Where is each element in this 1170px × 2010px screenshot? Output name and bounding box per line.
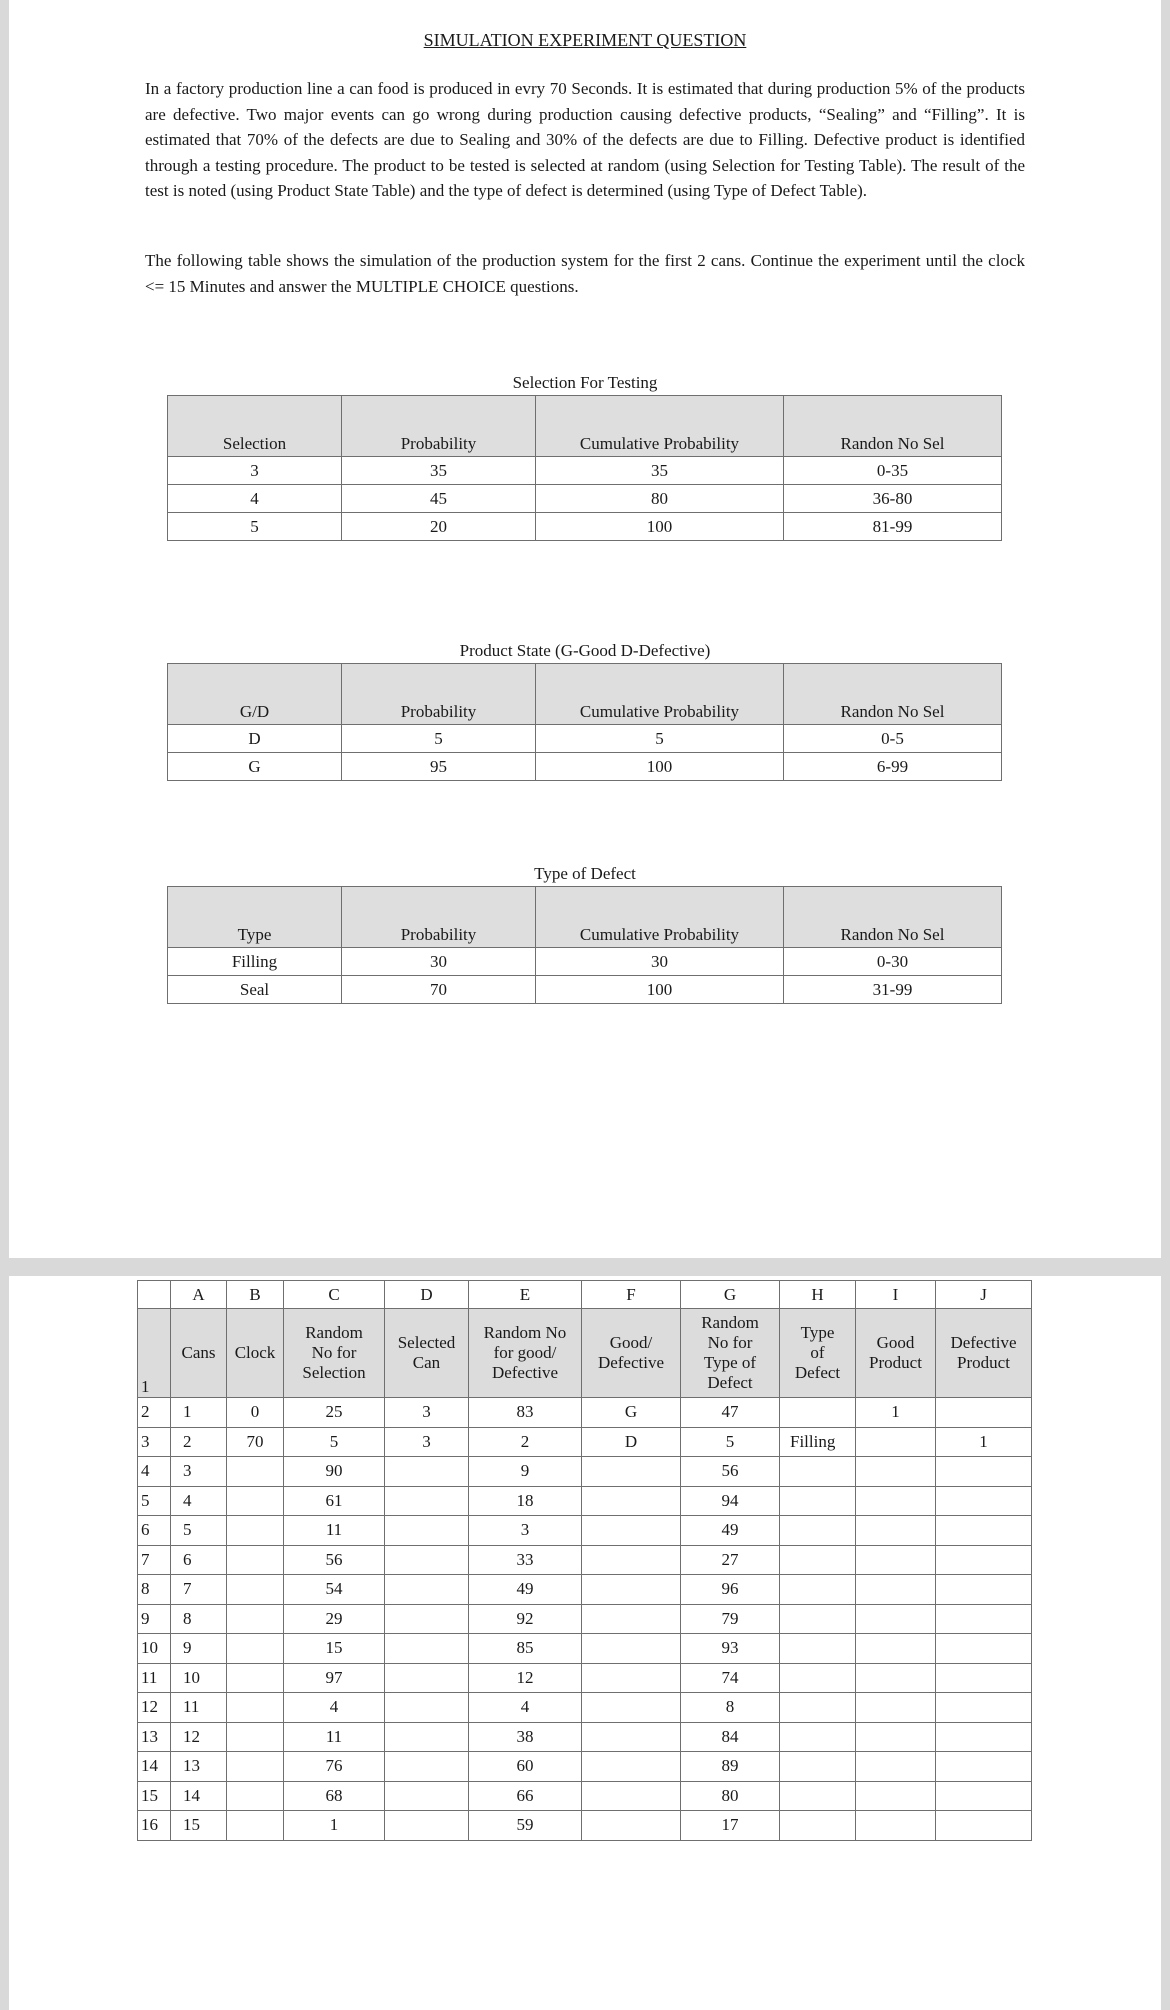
table-row xyxy=(138,1398,1032,1428)
table-cell xyxy=(227,1663,284,1693)
row-number: 12 xyxy=(138,1693,171,1723)
table-cell xyxy=(227,1781,284,1811)
page-2 xyxy=(9,1276,1161,2010)
table-cell xyxy=(936,1693,1032,1723)
table-cell: 14 xyxy=(171,1781,227,1811)
table-cell xyxy=(780,1486,856,1516)
table-cell: 84 xyxy=(681,1722,780,1752)
column-header xyxy=(780,1309,856,1398)
table-cell: 4 xyxy=(284,1693,385,1723)
table-cell: 29 xyxy=(284,1604,385,1634)
row-number: 15 xyxy=(138,1781,171,1811)
table-cell: 30 xyxy=(536,948,784,976)
table-cell xyxy=(385,1486,469,1516)
table-row xyxy=(168,485,1002,513)
column-header-label: Good Product xyxy=(869,1333,922,1372)
table-cell: 80 xyxy=(681,1781,780,1811)
table-cell: 68 xyxy=(284,1781,385,1811)
column-header xyxy=(681,1309,780,1398)
table-cell: 4 xyxy=(171,1486,227,1516)
table-row xyxy=(138,1427,1032,1457)
problem-description: In a factory production line a can food is produced in evry 70 Seconds. It is estimated that during production 5% of the products are defective. Two major events can go wrong during production causing defective products, “Sealing” and “Filling”. It is estimated that 70% of the defects are due to Sealing and 30% of the defects are due to Filling. Defective product is identified through a testing procedure. The product to be tested is selected at random (using Selection for Testing Table). The result of the test is noted (using Product State Table) and the type of defect is determined (using Type of Defect Table). xyxy=(145,79,1025,200)
table-cell: 13 xyxy=(171,1752,227,1782)
table-cell: 49 xyxy=(681,1516,780,1546)
table-cell xyxy=(936,1634,1032,1664)
table-cell: 33 xyxy=(469,1545,582,1575)
table-cell: 9 xyxy=(469,1457,582,1487)
column-header xyxy=(385,1309,469,1398)
table-row xyxy=(138,1545,1032,1575)
table-cell xyxy=(582,1634,681,1664)
table-row xyxy=(138,1604,1032,1634)
table-cell: 45 xyxy=(342,485,536,513)
table-row xyxy=(168,753,1002,781)
table-row xyxy=(138,1634,1032,1664)
table-cell xyxy=(227,1457,284,1487)
table-cell: 38 xyxy=(469,1722,582,1752)
table-cell: 95 xyxy=(342,753,536,781)
table-cell: 97 xyxy=(284,1663,385,1693)
table-row xyxy=(138,1781,1032,1811)
table-cell: 60 xyxy=(469,1752,582,1782)
table-cell: 0-5 xyxy=(784,725,1002,753)
table-cell: G xyxy=(168,753,342,781)
table-row xyxy=(138,1811,1032,1841)
column-header: G/D xyxy=(168,664,342,725)
column-header-label: Good/ Defective xyxy=(597,1333,665,1372)
column-letter-row xyxy=(138,1281,1032,1309)
table-cell: 96 xyxy=(681,1575,780,1605)
table-cell xyxy=(856,1545,936,1575)
product-state-table xyxy=(167,663,1002,781)
header-row xyxy=(168,396,1002,457)
header-row xyxy=(138,1309,1032,1398)
table-cell xyxy=(227,1752,284,1782)
column-header xyxy=(582,1309,681,1398)
table-cell xyxy=(582,1516,681,1546)
table-cell xyxy=(385,1693,469,1723)
table-cell xyxy=(385,1752,469,1782)
table-cell xyxy=(780,1545,856,1575)
table-row xyxy=(168,948,1002,976)
table-cell xyxy=(780,1752,856,1782)
table-cell xyxy=(856,1427,936,1457)
table-row xyxy=(138,1575,1032,1605)
column-header: Probability xyxy=(342,664,536,725)
table-cell xyxy=(856,1457,936,1487)
column-header: Type xyxy=(168,887,342,948)
column-header-label: Clock xyxy=(234,1343,276,1362)
table-cell xyxy=(936,1722,1032,1752)
table-cell: 70 xyxy=(342,976,536,1004)
table-cell xyxy=(582,1486,681,1516)
table-cell xyxy=(780,1575,856,1605)
column-letter: B xyxy=(227,1281,284,1309)
table-cell: 11 xyxy=(284,1516,385,1546)
table-cell xyxy=(780,1722,856,1752)
table-row xyxy=(138,1663,1032,1693)
table-cell xyxy=(856,1752,936,1782)
column-header: Randon No Sel xyxy=(784,396,1002,457)
table-cell: Filling xyxy=(168,948,342,976)
row-number: 6 xyxy=(138,1516,171,1546)
table-cell: 35 xyxy=(342,457,536,485)
table-cell xyxy=(856,1604,936,1634)
table-cell: 3 xyxy=(168,457,342,485)
table-cell: 2 xyxy=(171,1427,227,1457)
table-cell xyxy=(780,1663,856,1693)
row-number: 13 xyxy=(138,1722,171,1752)
table-cell xyxy=(936,1398,1032,1428)
simulation-table xyxy=(137,1280,1032,1841)
table-cell: 0-35 xyxy=(784,457,1002,485)
table-cell xyxy=(856,1663,936,1693)
table-cell xyxy=(582,1722,681,1752)
table-cell xyxy=(780,1693,856,1723)
table-cell: Seal xyxy=(168,976,342,1004)
header-row xyxy=(168,664,1002,725)
table-cell xyxy=(780,1604,856,1634)
table-cell: 3 xyxy=(171,1457,227,1487)
table-cell: 31-99 xyxy=(784,976,1002,1004)
table-cell: 0 xyxy=(227,1398,284,1428)
table-cell xyxy=(936,1486,1032,1516)
table-cell xyxy=(936,1752,1032,1782)
table-cell: 5 xyxy=(171,1516,227,1546)
table-cell: 18 xyxy=(469,1486,582,1516)
table-cell: 90 xyxy=(284,1457,385,1487)
column-header: Cumulative Probability xyxy=(536,887,784,948)
table-cell: 5 xyxy=(342,725,536,753)
table-cell: 25 xyxy=(284,1398,385,1428)
table-row xyxy=(138,1722,1032,1752)
table-cell: 94 xyxy=(681,1486,780,1516)
table-cell: 36-80 xyxy=(784,485,1002,513)
column-header: Cumulative Probability xyxy=(536,396,784,457)
table-cell xyxy=(780,1457,856,1487)
table-cell: 54 xyxy=(284,1575,385,1605)
column-header-label: Random No for Selection xyxy=(302,1323,366,1382)
table-row xyxy=(138,1752,1032,1782)
table-cell: 1 xyxy=(284,1811,385,1841)
table-cell xyxy=(385,1604,469,1634)
table-cell: 12 xyxy=(469,1663,582,1693)
table-cell xyxy=(582,1663,681,1693)
table-cell xyxy=(227,1575,284,1605)
table-cell: 49 xyxy=(469,1575,582,1605)
column-letter: H xyxy=(780,1281,856,1309)
table-cell xyxy=(227,1486,284,1516)
table-cell: 80 xyxy=(536,485,784,513)
table-cell: 6 xyxy=(171,1545,227,1575)
table-cell xyxy=(856,1575,936,1605)
table-cell: 100 xyxy=(536,753,784,781)
row-number: 8 xyxy=(138,1575,171,1605)
table-cell xyxy=(780,1516,856,1546)
column-letter: G xyxy=(681,1281,780,1309)
table-cell xyxy=(227,1693,284,1723)
instructions: The following table shows the simulation of the production system for the first 2 cans. Continue the experiment until the clock <= 15 Minutes and answer the MULTIPLE CHOICE questions. xyxy=(145,251,1025,296)
table-cell: D xyxy=(582,1427,681,1457)
column-header xyxy=(284,1309,385,1398)
column-letter: J xyxy=(936,1281,1032,1309)
row-number: 1 xyxy=(138,1309,171,1398)
table-cell: 5 xyxy=(681,1427,780,1457)
table-cell: 3 xyxy=(469,1516,582,1546)
column-header: Randon No Sel xyxy=(784,887,1002,948)
table-cell xyxy=(227,1634,284,1664)
column-header-label: Defective Product xyxy=(950,1333,1017,1372)
table-cell xyxy=(385,1663,469,1693)
column-header: Selection xyxy=(168,396,342,457)
table-cell xyxy=(856,1486,936,1516)
column-header xyxy=(936,1309,1032,1398)
table-cell: 100 xyxy=(536,976,784,1004)
table-cell: 15 xyxy=(284,1634,385,1664)
column-header xyxy=(227,1309,284,1398)
table-cell: 7 xyxy=(171,1575,227,1605)
row-number: 4 xyxy=(138,1457,171,1487)
table-cell xyxy=(936,1575,1032,1605)
column-header: Probability xyxy=(342,396,536,457)
table-row xyxy=(138,1693,1032,1723)
table-cell xyxy=(582,1811,681,1841)
table-cell xyxy=(936,1604,1032,1634)
column-header-label: Random No for Type of Defect xyxy=(701,1313,759,1392)
table-cell: 35 xyxy=(536,457,784,485)
table-cell: 8 xyxy=(171,1604,227,1634)
page-1 xyxy=(9,0,1161,1258)
table-row xyxy=(168,457,1002,485)
row-number: 14 xyxy=(138,1752,171,1782)
table-cell xyxy=(780,1811,856,1841)
table-cell xyxy=(385,1575,469,1605)
column-letter: I xyxy=(856,1281,936,1309)
column-header-label: Cans xyxy=(181,1343,216,1362)
table-cell: 70 xyxy=(227,1427,284,1457)
table-cell: 20 xyxy=(342,513,536,541)
column-header xyxy=(171,1309,227,1398)
table-cell: G xyxy=(582,1398,681,1428)
table-cell xyxy=(582,1604,681,1634)
table-cell: 12 xyxy=(171,1722,227,1752)
table-cell xyxy=(582,1457,681,1487)
column-header-label: Random No for good/ Defective xyxy=(483,1323,567,1382)
table-cell: 6-99 xyxy=(784,753,1002,781)
table-cell: 83 xyxy=(469,1398,582,1428)
table-cell: 11 xyxy=(284,1722,385,1752)
column-letter: A xyxy=(171,1281,227,1309)
table-cell: 81-99 xyxy=(784,513,1002,541)
column-header xyxy=(469,1309,582,1398)
table-cell: 5 xyxy=(284,1427,385,1457)
table-cell: 5 xyxy=(168,513,342,541)
table-cell: 56 xyxy=(284,1545,385,1575)
column-header: Cumulative Probability xyxy=(536,664,784,725)
table-cell: 4 xyxy=(168,485,342,513)
table-cell xyxy=(385,1516,469,1546)
table-cell: 2 xyxy=(469,1427,582,1457)
column-letter: C xyxy=(284,1281,385,1309)
table-cell xyxy=(780,1781,856,1811)
table-cell xyxy=(227,1516,284,1546)
row-number: 11 xyxy=(138,1663,171,1693)
row-number: 2 xyxy=(138,1398,171,1428)
table-cell xyxy=(582,1752,681,1782)
column-letter: E xyxy=(469,1281,582,1309)
table-row xyxy=(138,1516,1032,1546)
row-number: 9 xyxy=(138,1604,171,1634)
row-number: 3 xyxy=(138,1427,171,1457)
table-cell: 1 xyxy=(936,1427,1032,1457)
table-cell xyxy=(856,1634,936,1664)
table-cell xyxy=(227,1545,284,1575)
table-cell xyxy=(582,1693,681,1723)
table-cell: 27 xyxy=(681,1545,780,1575)
table-cell: 59 xyxy=(469,1811,582,1841)
table-cell xyxy=(385,1811,469,1841)
table-cell xyxy=(227,1722,284,1752)
header-row xyxy=(168,887,1002,948)
table-cell xyxy=(856,1693,936,1723)
table-cell xyxy=(582,1545,681,1575)
table-cell xyxy=(856,1516,936,1546)
table-cell: Filling xyxy=(780,1427,856,1457)
table-cell xyxy=(780,1398,856,1428)
table-cell: 92 xyxy=(469,1604,582,1634)
table-cell xyxy=(385,1781,469,1811)
table-row xyxy=(168,725,1002,753)
table-cell: 56 xyxy=(681,1457,780,1487)
table-cell: 47 xyxy=(681,1398,780,1428)
table-cell xyxy=(385,1457,469,1487)
table-cell xyxy=(856,1722,936,1752)
table-cell: 9 xyxy=(171,1634,227,1664)
table-cell: 79 xyxy=(681,1604,780,1634)
table-cell: 5 xyxy=(536,725,784,753)
table-cell: 17 xyxy=(681,1811,780,1841)
row-number: 10 xyxy=(138,1634,171,1664)
table-cell xyxy=(856,1781,936,1811)
table-cell: 4 xyxy=(469,1693,582,1723)
table-cell xyxy=(936,1781,1032,1811)
table-cell: D xyxy=(168,725,342,753)
table-cell: 11 xyxy=(171,1693,227,1723)
table-cell xyxy=(936,1545,1032,1575)
row-number: 7 xyxy=(138,1545,171,1575)
column-letter: D xyxy=(385,1281,469,1309)
column-header-label: Selected Can xyxy=(397,1333,456,1372)
table-cell xyxy=(856,1811,936,1841)
table-cell: 1 xyxy=(171,1398,227,1428)
table-cell: 89 xyxy=(681,1752,780,1782)
table-cell xyxy=(227,1811,284,1841)
table-cell: 76 xyxy=(284,1752,385,1782)
row-number: 16 xyxy=(138,1811,171,1841)
defect-type-table xyxy=(167,886,1002,1004)
table-cell: 66 xyxy=(469,1781,582,1811)
table-cell: 61 xyxy=(284,1486,385,1516)
table-cell xyxy=(936,1811,1032,1841)
selection-table xyxy=(167,395,1002,541)
table-row xyxy=(138,1486,1032,1516)
table-cell xyxy=(780,1634,856,1664)
table-row xyxy=(168,976,1002,1004)
table-cell: 3 xyxy=(385,1398,469,1428)
column-letter: F xyxy=(582,1281,681,1309)
product-state-table-caption: Product State (G-Good D-Defective) xyxy=(459,641,711,660)
table-cell: 3 xyxy=(385,1427,469,1457)
table-cell: 74 xyxy=(681,1663,780,1693)
table-cell xyxy=(936,1663,1032,1693)
table-cell: 10 xyxy=(171,1663,227,1693)
column-header: Probability xyxy=(342,887,536,948)
table-row xyxy=(168,513,1002,541)
table-cell xyxy=(582,1781,681,1811)
table-cell xyxy=(385,1545,469,1575)
column-header-label: Type of Defect xyxy=(794,1323,841,1382)
table-cell: 100 xyxy=(536,513,784,541)
table-cell: 0-30 xyxy=(784,948,1002,976)
column-header: Randon No Sel xyxy=(784,664,1002,725)
table-row xyxy=(138,1457,1032,1487)
table-cell xyxy=(582,1575,681,1605)
table-cell xyxy=(385,1634,469,1664)
table-cell xyxy=(385,1722,469,1752)
table-cell: 93 xyxy=(681,1634,780,1664)
table-cell: 1 xyxy=(856,1398,936,1428)
table-cell xyxy=(936,1457,1032,1487)
table-cell: 30 xyxy=(342,948,536,976)
column-header xyxy=(856,1309,936,1398)
selection-table-caption: Selection For Testing xyxy=(512,373,658,392)
table-cell: 85 xyxy=(469,1634,582,1664)
corner-cell xyxy=(138,1281,171,1309)
table-cell: 15 xyxy=(171,1811,227,1841)
table-cell: 8 xyxy=(681,1693,780,1723)
row-number: 5 xyxy=(138,1486,171,1516)
defect-type-table-caption: Type of Defect xyxy=(534,864,636,883)
page-title: SIMULATION EXPERIMENT QUESTION xyxy=(423,30,747,50)
table-cell xyxy=(227,1604,284,1634)
table-cell xyxy=(936,1516,1032,1546)
